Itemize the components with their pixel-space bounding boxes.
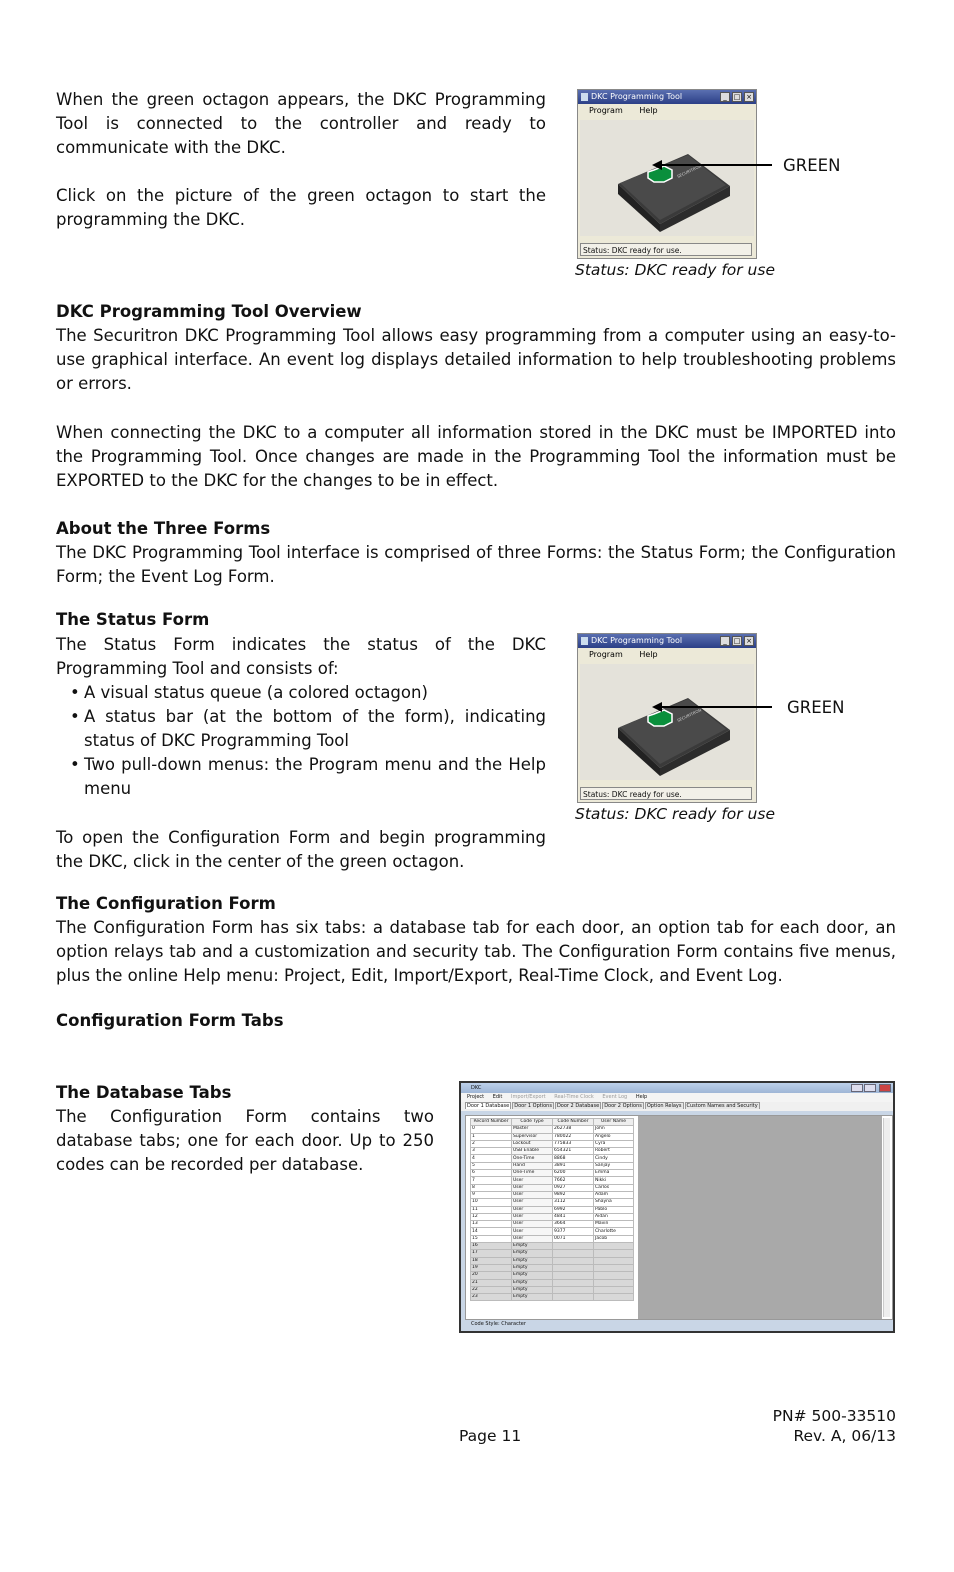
table-row (471, 1184, 634, 1191)
user-name-cell[interactable]: Angelo (594, 1133, 634, 1140)
table-row (471, 1140, 634, 1147)
record-number-cell: 15 (471, 1235, 512, 1242)
window-titlebar (578, 634, 756, 648)
intro-paragraph-1: When the green octagon appears, the DKC Programming Tool is connected to the controller and ready to communicate with the DKC. (56, 90, 546, 157)
column-header: Code Number (553, 1119, 594, 1126)
code-number-cell[interactable]: 9377 (553, 1228, 594, 1235)
user-name-cell[interactable]: Charlotte (594, 1228, 634, 1235)
maximize-icon: □ (733, 93, 741, 101)
minimize-icon: _ (720, 92, 730, 102)
three-forms-paragraph: The DKC Programming Tool interface is comprised of three Forms: the Status Form; the Configuration Form; the Event Log Form. (56, 543, 896, 586)
code-number-cell[interactable]: 0927 (553, 1184, 594, 1191)
status-form-section (56, 608, 546, 874)
window-statusbar: Status: DKC ready for use. (580, 787, 752, 800)
config-form-heading: The Configuration Form (56, 894, 276, 913)
record-number-cell: 16 (471, 1243, 512, 1250)
close-icon: × (744, 92, 754, 102)
cfg-titlebar (461, 1083, 893, 1093)
menu-project: Project (467, 1094, 485, 1100)
code-number-cell[interactable]: 6992 (553, 1206, 594, 1213)
record-number-cell: 18 (471, 1257, 512, 1264)
code-type-cell[interactable]: Empty (512, 1243, 553, 1250)
dkc-box-picture (580, 664, 754, 780)
dkc-box-picture (580, 120, 754, 236)
close-icon: × (744, 636, 754, 646)
code-number-cell[interactable] (553, 1286, 594, 1293)
record-number-cell: 7 (471, 1177, 512, 1184)
user-name-cell[interactable] (594, 1250, 634, 1257)
user-name-cell[interactable]: Carlos (594, 1184, 634, 1191)
code-type-cell[interactable]: User (512, 1191, 553, 1198)
record-number-cell: 9 (471, 1191, 512, 1198)
window-title: DKC Programming Tool (591, 636, 683, 645)
menu-program: Program (589, 650, 623, 659)
table-row (471, 1199, 634, 1206)
code-type-cell[interactable]: Supervisor (512, 1133, 553, 1140)
table-row (471, 1228, 634, 1235)
overview-paragraph-1: The Securitron DKC Programming Tool allows easy programming from a computer using an easy-to-use graphical interface. An event log displays detailed information to help troubleshooting problems or errors. (56, 326, 896, 393)
code-type-cell[interactable]: User (512, 1213, 553, 1220)
table-row (471, 1279, 634, 1286)
code-type-cell[interactable]: Master (512, 1126, 553, 1133)
code-number-cell[interactable]: 3891 (553, 1162, 594, 1169)
database-tabs-heading: The Database Tabs (56, 1083, 232, 1102)
table-row (471, 1221, 634, 1228)
svg-text:SECURITRON: SECURITRON (676, 707, 703, 723)
code-number-cell[interactable]: 654321 (553, 1148, 594, 1155)
code-number-cell[interactable] (553, 1272, 594, 1279)
record-number-cell: 0 (471, 1126, 512, 1133)
code-type-cell[interactable]: Empty (512, 1264, 553, 1271)
callout-arrow-2 (650, 700, 774, 714)
code-type-cell[interactable]: User (512, 1221, 553, 1228)
code-type-cell[interactable]: User (512, 1235, 553, 1242)
table-row (471, 1272, 634, 1279)
grid-empty-area (638, 1116, 882, 1319)
window-menubar (578, 104, 756, 118)
table-row (471, 1177, 634, 1184)
menu-program: Program (589, 106, 623, 115)
record-number-cell: 1 (471, 1133, 512, 1140)
status-form-intro: The Status Form indicates the status of the DKC Programming Tool and consists of: (56, 635, 546, 678)
green-callout-1: GREEN (783, 156, 841, 175)
code-type-cell[interactable]: One-Time (512, 1155, 553, 1162)
code-number-cell[interactable]: 3664 (553, 1221, 594, 1228)
three-forms-heading: About the Three Forms (56, 519, 271, 538)
column-header: Code Type (512, 1119, 553, 1126)
green-callout-2: GREEN (787, 698, 845, 717)
table-row (471, 1126, 634, 1133)
user-name-cell[interactable]: Mavin (594, 1221, 634, 1228)
record-number-cell: 20 (471, 1272, 512, 1279)
table-row (471, 1155, 634, 1162)
user-name-cell[interactable] (594, 1264, 634, 1271)
table-row (471, 1191, 634, 1198)
code-type-cell[interactable]: Empty (512, 1286, 553, 1293)
table-row (471, 1170, 634, 1177)
user-name-cell[interactable] (594, 1272, 634, 1279)
user-name-cell[interactable]: John (594, 1126, 634, 1133)
code-type-cell[interactable]: Hand (512, 1162, 553, 1169)
user-name-cell[interactable]: Adam (594, 1191, 634, 1198)
tab-custom-names-security: Custom Names and Security (686, 1103, 758, 1109)
window-titlebar (578, 90, 756, 104)
code-table (470, 1118, 634, 1301)
table-row (471, 1286, 634, 1293)
record-number-cell: 22 (471, 1286, 512, 1293)
code-number-cell[interactable] (553, 1279, 594, 1286)
menu-import-export: Import/Export (510, 1094, 546, 1100)
code-number-cell[interactable]: 7662 (553, 1177, 594, 1184)
user-name-cell[interactable] (594, 1257, 634, 1264)
code-type-cell[interactable]: Empty (512, 1250, 553, 1257)
code-number-cell[interactable]: 780022 (553, 1133, 594, 1140)
user-name-cell[interactable]: Pablo (594, 1206, 634, 1213)
user-name-cell[interactable] (594, 1286, 634, 1293)
code-style-label: Code Style: Character (471, 1321, 526, 1327)
column-header: Record Number (471, 1119, 512, 1126)
code-type-cell[interactable]: User (512, 1228, 553, 1235)
status-form-paragraph-2: To open the Configuration Form and begin programming the DKC, click in the center of the green octagon. (56, 828, 546, 871)
code-number-cell[interactable] (553, 1264, 594, 1271)
configuration-form-screenshot (459, 1081, 895, 1333)
code-type-cell[interactable]: Empty (512, 1272, 553, 1279)
table-row (471, 1206, 634, 1213)
cfg-body (465, 1115, 893, 1320)
user-name-cell[interactable]: Shayna (594, 1199, 634, 1206)
code-type-cell[interactable]: Empty (512, 1294, 553, 1301)
database-tabs-section (56, 1081, 434, 1177)
list-item: • A visual status queue (a colored octagon) (56, 681, 546, 705)
maximize-icon (864, 1084, 876, 1092)
app-icon (581, 93, 588, 101)
record-number-cell: 17 (471, 1250, 512, 1257)
overview-section (56, 300, 896, 589)
code-number-cell[interactable] (553, 1257, 594, 1264)
menu-help: Help (639, 650, 658, 659)
code-type-cell[interactable]: Empty (512, 1257, 553, 1264)
database-tabs-paragraph: The Configuration Form contains two database tabs; one for each door. Up to 250 codes can be recorded per database. (56, 1107, 434, 1174)
config-form-paragraph: The Configuration Form has six tabs: a database tab for each door, an option tab for each door, an option relays tab and a customization and security tab. The Configuration Form contains five menus, plus the online Help menu: Project, Edit, Import/Export, Real-Time Clock, and Event Log. (56, 918, 896, 985)
code-type-cell[interactable]: User (512, 1199, 553, 1206)
code-number-cell[interactable]: 0071 (553, 1235, 594, 1242)
record-number-cell: 2 (471, 1140, 512, 1147)
menu-real-time-clock: Real-Time Clock (554, 1094, 594, 1100)
tab-door2-database: Door 2 Database (556, 1103, 600, 1109)
code-number-cell[interactable] (553, 1250, 594, 1257)
record-number-cell: 12 (471, 1213, 512, 1220)
record-number-cell: 3 (471, 1148, 512, 1155)
minimize-icon (851, 1084, 863, 1092)
code-number-cell[interactable]: 3112 (553, 1199, 594, 1206)
status-form-image-1 (577, 89, 757, 259)
list-item: • Two pull-down menus: the Program menu and the Help menu (56, 753, 546, 801)
overview-paragraph-2: When connecting the DKC to a computer all information stored in the DKC must be IMPORTED into the Programming Tool. Once changes are made in the Programming Tool the information must be EXPORTED to the DKC for the changes to be in effect. (56, 423, 896, 490)
code-type-cell[interactable]: Lockout (512, 1140, 553, 1147)
intro-text (56, 88, 546, 232)
record-number-cell: 19 (471, 1264, 512, 1271)
table-row (471, 1243, 634, 1250)
dkc-box-icon (580, 120, 754, 236)
intro-paragraph-2: Click on the picture of the green octagon to start the programming the DKC. (56, 186, 546, 229)
table-row (471, 1213, 634, 1220)
user-name-cell[interactable]: Sanjay (594, 1162, 634, 1169)
record-number-cell: 14 (471, 1228, 512, 1235)
table-row (471, 1257, 634, 1264)
user-name-cell[interactable]: Nikki (594, 1177, 634, 1184)
status-form-list (56, 681, 546, 801)
code-number-cell[interactable]: 262738 (553, 1126, 594, 1133)
record-number-cell: 8 (471, 1184, 512, 1191)
minimize-icon: _ (720, 636, 730, 646)
config-form-section (56, 892, 896, 1033)
code-type-cell[interactable]: Empty (512, 1279, 553, 1286)
table-row (471, 1250, 634, 1257)
tab-door1-database: Door 1 Database (467, 1103, 510, 1109)
code-number-cell[interactable]: 6200 (553, 1170, 594, 1177)
code-number-cell[interactable]: 9892 (553, 1191, 594, 1198)
record-number-cell: 10 (471, 1199, 512, 1206)
table-row (471, 1235, 634, 1242)
code-number-cell[interactable]: 4841 (553, 1213, 594, 1220)
window-statusbar: Status: DKC ready for use. (580, 243, 752, 256)
code-type-cell[interactable]: One-Time (512, 1170, 553, 1177)
config-tabs-heading: Configuration Form Tabs (56, 1011, 284, 1030)
dkc-box-icon (580, 664, 754, 780)
cfg-tabs (461, 1102, 893, 1111)
close-icon (879, 1084, 891, 1092)
user-name-cell[interactable] (594, 1243, 634, 1250)
code-type-cell[interactable]: User (512, 1206, 553, 1213)
column-header: User Name (594, 1119, 634, 1126)
code-grid (470, 1118, 634, 1301)
overview-heading: DKC Programming Tool Overview (56, 302, 362, 321)
table-row (471, 1148, 634, 1155)
user-name-cell[interactable]: Aidan (594, 1213, 634, 1220)
status-form-image-2 (577, 633, 757, 803)
code-number-cell[interactable] (553, 1243, 594, 1250)
code-number-cell[interactable] (553, 1294, 594, 1301)
image-caption-2: Status: DKC ready for use (575, 805, 775, 823)
record-number-cell: 11 (471, 1206, 512, 1213)
user-name-cell[interactable]: Cindy (594, 1155, 634, 1162)
table-row (471, 1162, 634, 1169)
user-name-cell[interactable]: Robert (594, 1148, 634, 1155)
record-number-cell: 13 (471, 1221, 512, 1228)
window-menubar (578, 648, 756, 662)
record-number-cell: 6 (471, 1170, 512, 1177)
menu-event-log: Event Log (602, 1094, 628, 1100)
table-row (471, 1264, 634, 1271)
menu-help: Help (635, 1094, 648, 1100)
record-number-cell: 23 (471, 1294, 512, 1301)
callout-arrow-1 (650, 158, 774, 172)
code-type-cell[interactable]: User (512, 1177, 553, 1184)
window-title: DKC Programming Tool (591, 92, 683, 101)
code-number-cell[interactable]: 775833 (553, 1140, 594, 1147)
list-item: • A status bar (at the bottom of the form), indicating status of DKC Programming Tool (56, 705, 546, 753)
footer-page-number: Page 11 (459, 1427, 522, 1445)
cfg-menubar (461, 1093, 893, 1102)
record-number-cell: 21 (471, 1279, 512, 1286)
status-form-heading: The Status Form (56, 610, 210, 629)
cfg-title: DKC (471, 1085, 482, 1091)
record-number-cell: 4 (471, 1155, 512, 1162)
menu-help: Help (639, 106, 658, 115)
user-name-cell[interactable]: Jacob (594, 1235, 634, 1242)
code-type-cell[interactable]: USB Enable (512, 1148, 553, 1155)
table-row (471, 1133, 634, 1140)
footer-part-number: PN# 500-33510 (772, 1407, 896, 1425)
user-name-cell[interactable] (594, 1279, 634, 1286)
code-number-cell[interactable]: 8868 (553, 1155, 594, 1162)
menu-edit: Edit (492, 1094, 503, 1100)
image-caption-1: Status: DKC ready for use (575, 261, 775, 279)
user-name-cell[interactable]: Cyra (594, 1140, 634, 1147)
svg-text:SECURITRON: SECURITRON (676, 163, 703, 179)
table-row (471, 1294, 634, 1301)
tab-door2-options: Door 2 Options (604, 1103, 642, 1109)
vertical-scrollbar (883, 1118, 890, 1317)
user-name-cell[interactable] (594, 1294, 634, 1301)
maximize-icon: □ (733, 637, 741, 645)
app-icon (581, 637, 588, 645)
footer-revision: Rev. A, 06/13 (793, 1427, 896, 1445)
code-table-body (471, 1126, 634, 1301)
user-name-cell[interactable]: Emma (594, 1170, 634, 1177)
record-number-cell: 5 (471, 1162, 512, 1169)
tab-option-relays: Option Relays (646, 1103, 682, 1109)
code-type-cell[interactable]: User (512, 1184, 553, 1191)
tab-door1-options: Door 1 Options (514, 1103, 552, 1109)
